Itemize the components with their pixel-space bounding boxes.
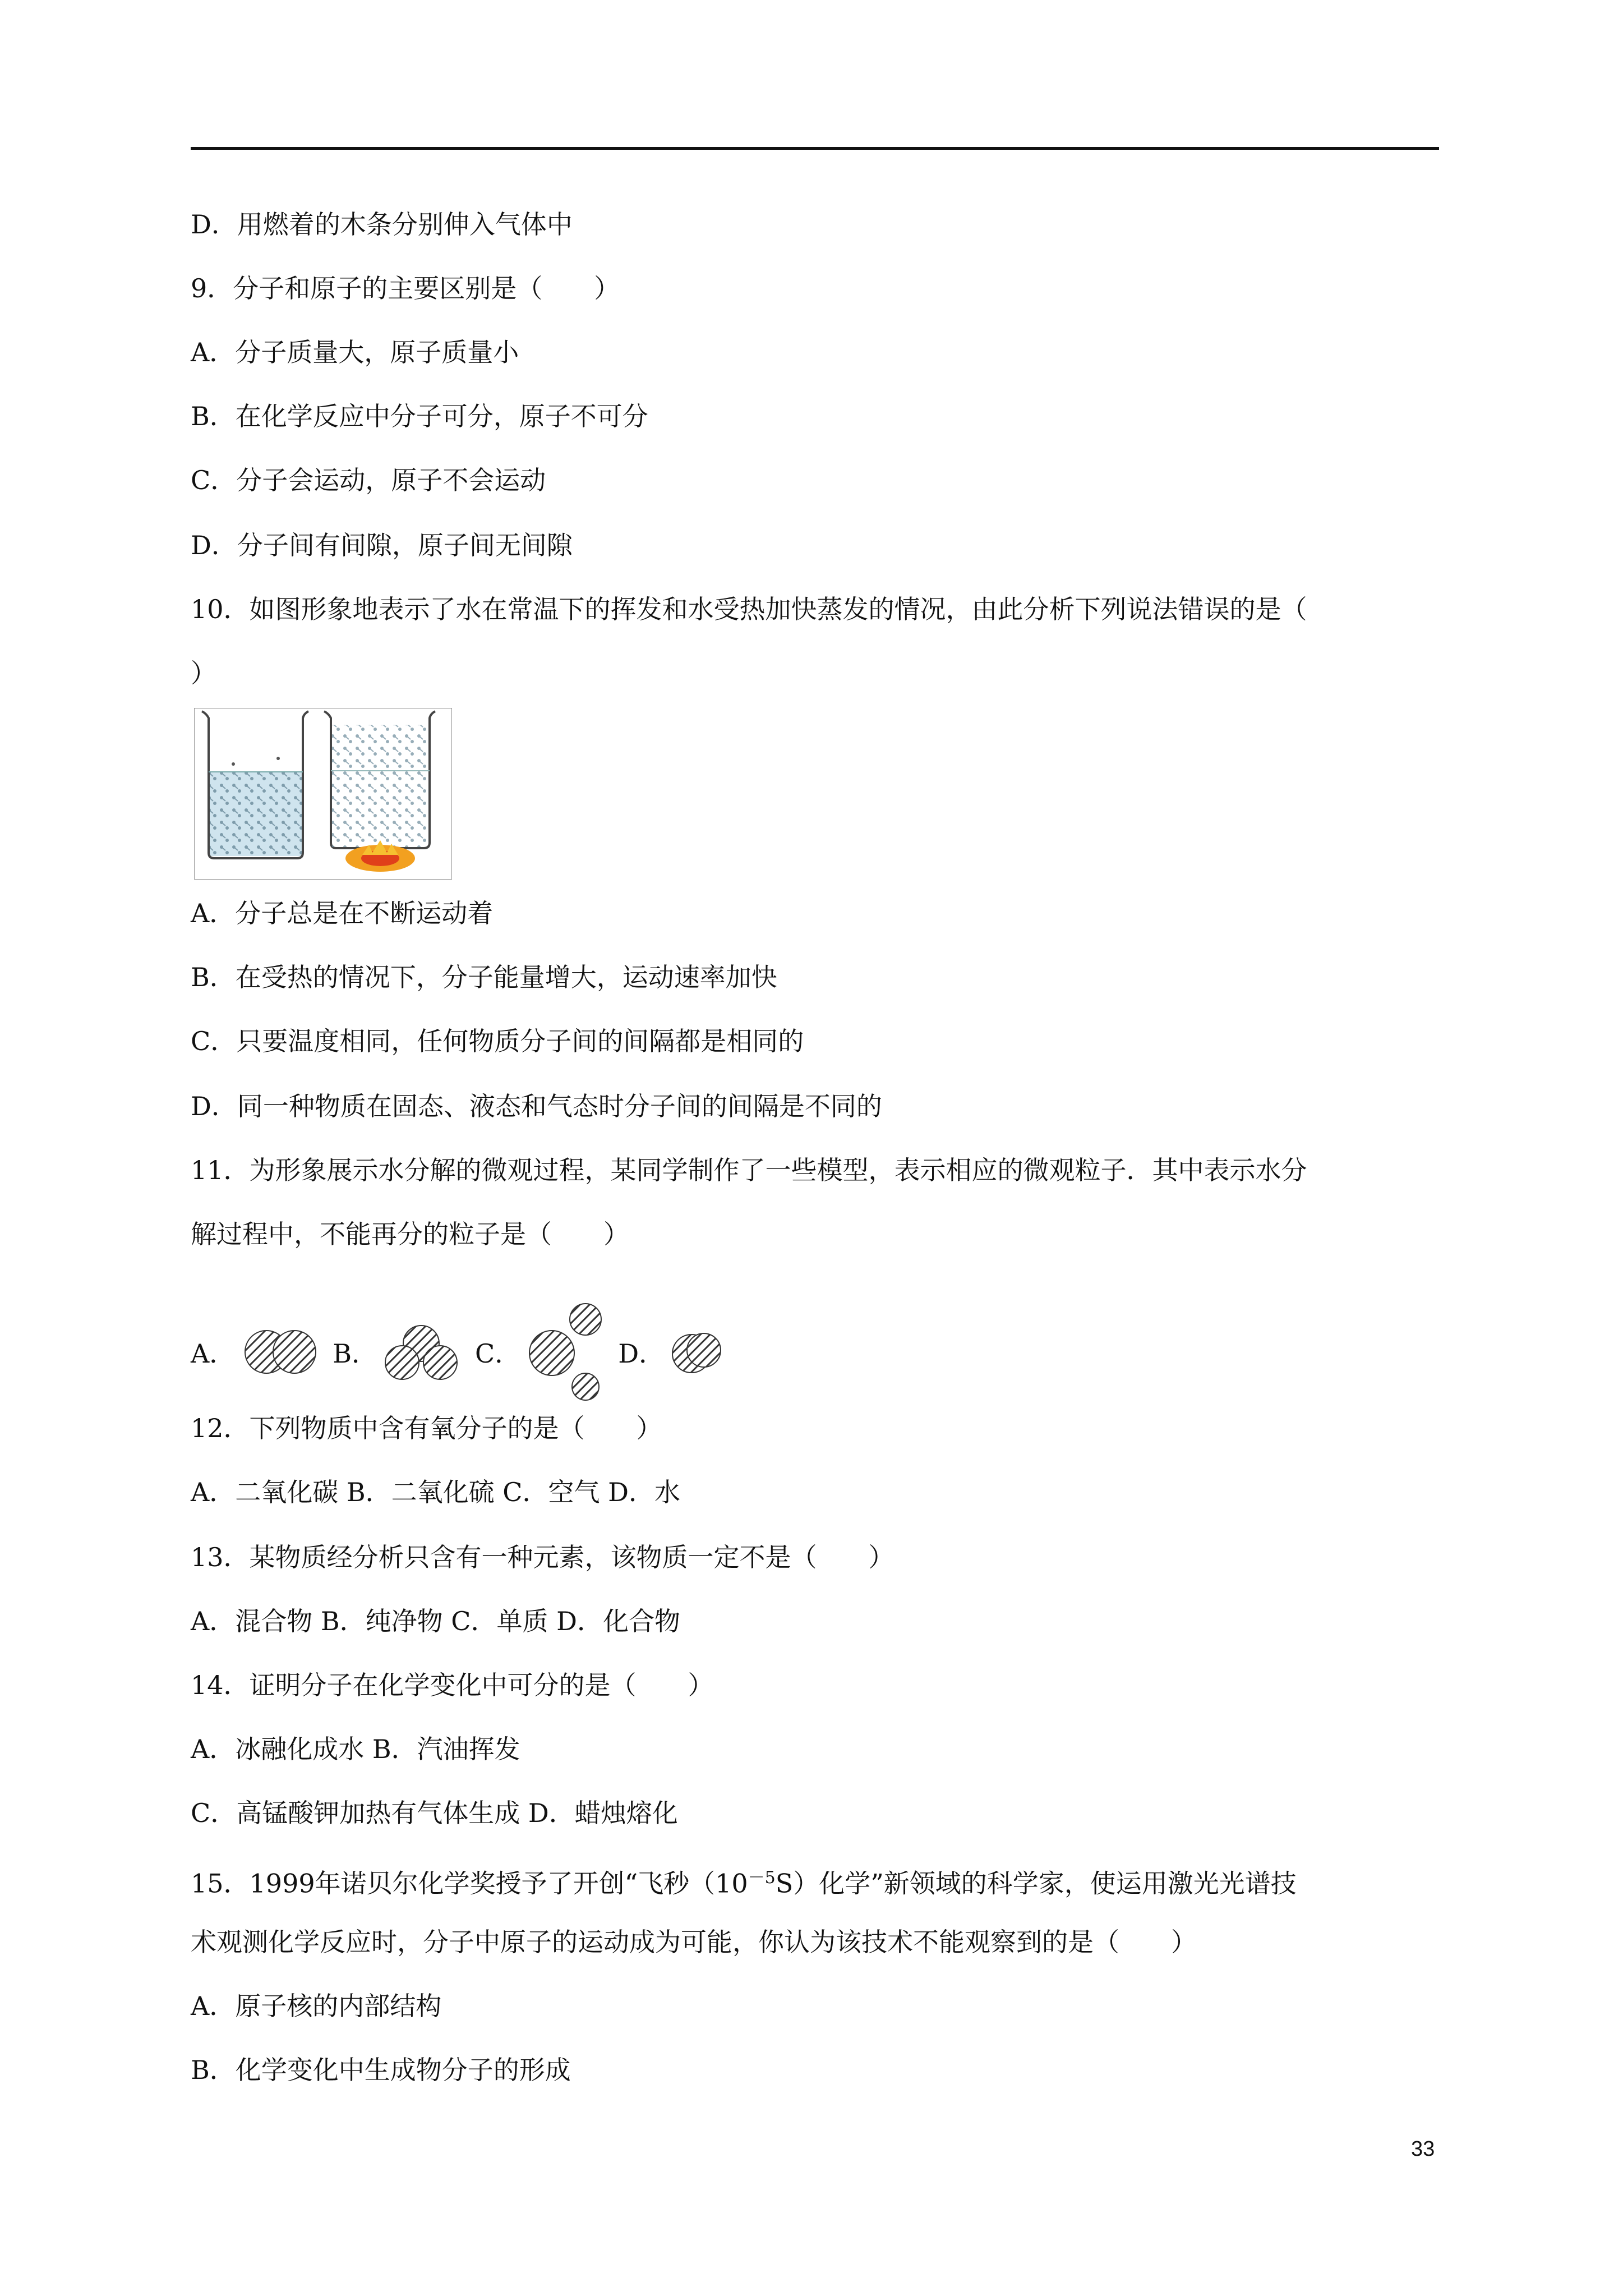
q11-stem-cont: 解过程中，不能再分的粒子是（ ） — [191, 1219, 629, 1249]
header-rule — [191, 147, 1439, 150]
q12-options: A．二氧化碳 B．二氧化硫 C．空气 D．水 — [191, 1477, 680, 1507]
q10-stem: 10．如图形象地表示了水在常温下的挥发和水受热加快蒸发的情况，由此分析下列说法错误的是（ — [191, 594, 1307, 624]
q15-stem-cont: 术观测化学反应时，分子中原子的运动成为可能，你认为该技术不能观察到的是（ ） — [191, 1927, 1197, 1957]
q11-option-c-label: C． — [475, 1338, 521, 1369]
q11-options — [191, 1313, 734, 1391]
model-d-icon — [669, 1327, 725, 1377]
q13-options: A．混合物 B．纯净物 C．单质 D．化合物 — [191, 1606, 680, 1636]
page-number: 33 — [1411, 2137, 1435, 2161]
q14-options-cd: C．高锰酸钾加热有气体生成 D．蜡烛熔化 — [191, 1798, 678, 1828]
q11-option-d-label: D． — [618, 1338, 665, 1369]
q9-option-d: D．分子间有间隙，原子间无间隙 — [191, 530, 573, 560]
q15-option-b: B．化学变化中生成物分子的形成 — [191, 2055, 571, 2085]
q11-option-a-label: A． — [191, 1338, 236, 1369]
q10-option-c: C．只要温度相同，任何物质分子间的间隔都是相同的 — [191, 1026, 804, 1056]
q8-option-d: D．用燃着的木条分别伸入气体中 — [191, 209, 573, 240]
q14-stem: 14．证明分子在化学变化中可分的是（ ） — [191, 1670, 714, 1700]
q12-stem: 12．下列物质中含有氧分子的是（ ） — [191, 1413, 662, 1443]
q10-option-b: B．在受热的情况下，分子能量增大，运动速率加快 — [191, 962, 777, 992]
q10-option-d: D．同一种物质在固态、液态和气态时分子间的间隔是不同的 — [191, 1091, 882, 1121]
q15-option-a: A．原子核的内部结构 — [191, 1991, 442, 2021]
q9-stem: 9．分子和原子的主要区别是（ ） — [191, 273, 620, 303]
q11-stem: 11．为形象展示水分解的微观过程，某同学制作了一些模型，表示相应的微观粒子．其中表示水分 — [191, 1155, 1307, 1185]
q10-option-a: A．分子总是在不断运动着 — [191, 898, 494, 928]
q15-stem-part1: 15．1999年诺贝尔化学奖授予了开创“飞秒（10 — [191, 1868, 748, 1899]
q11-option-b-label: B． — [333, 1338, 378, 1369]
q9-option-a: A．分子质量大，原子质量小 — [191, 337, 519, 367]
q15-exponent: －5 — [748, 1868, 776, 1888]
q14-options-ab: A．冰融化成水 B．汽油挥发 — [191, 1734, 520, 1764]
model-b-icon — [382, 1321, 466, 1383]
model-c-icon — [525, 1301, 609, 1402]
q15-stem-part2: S）化学”新领域的科学家，使运用激光光谱技 — [775, 1868, 1297, 1899]
model-a-icon — [239, 1327, 324, 1377]
beaker-left — [202, 711, 308, 858]
beaker-right — [324, 711, 435, 872]
q9-option-b: B．在化学反应中分子可分，原子不可分 — [191, 401, 648, 431]
q13-stem: 13．某物质经分析只含有一种元素，该物质一定不是（ ） — [191, 1542, 895, 1572]
q9-option-c: C．分子会运动，原子不会运动 — [191, 465, 546, 495]
beaker-figure — [194, 708, 452, 882]
q10-stem-cont: ） — [191, 658, 216, 688]
q15-stem — [191, 1861, 1297, 1900]
